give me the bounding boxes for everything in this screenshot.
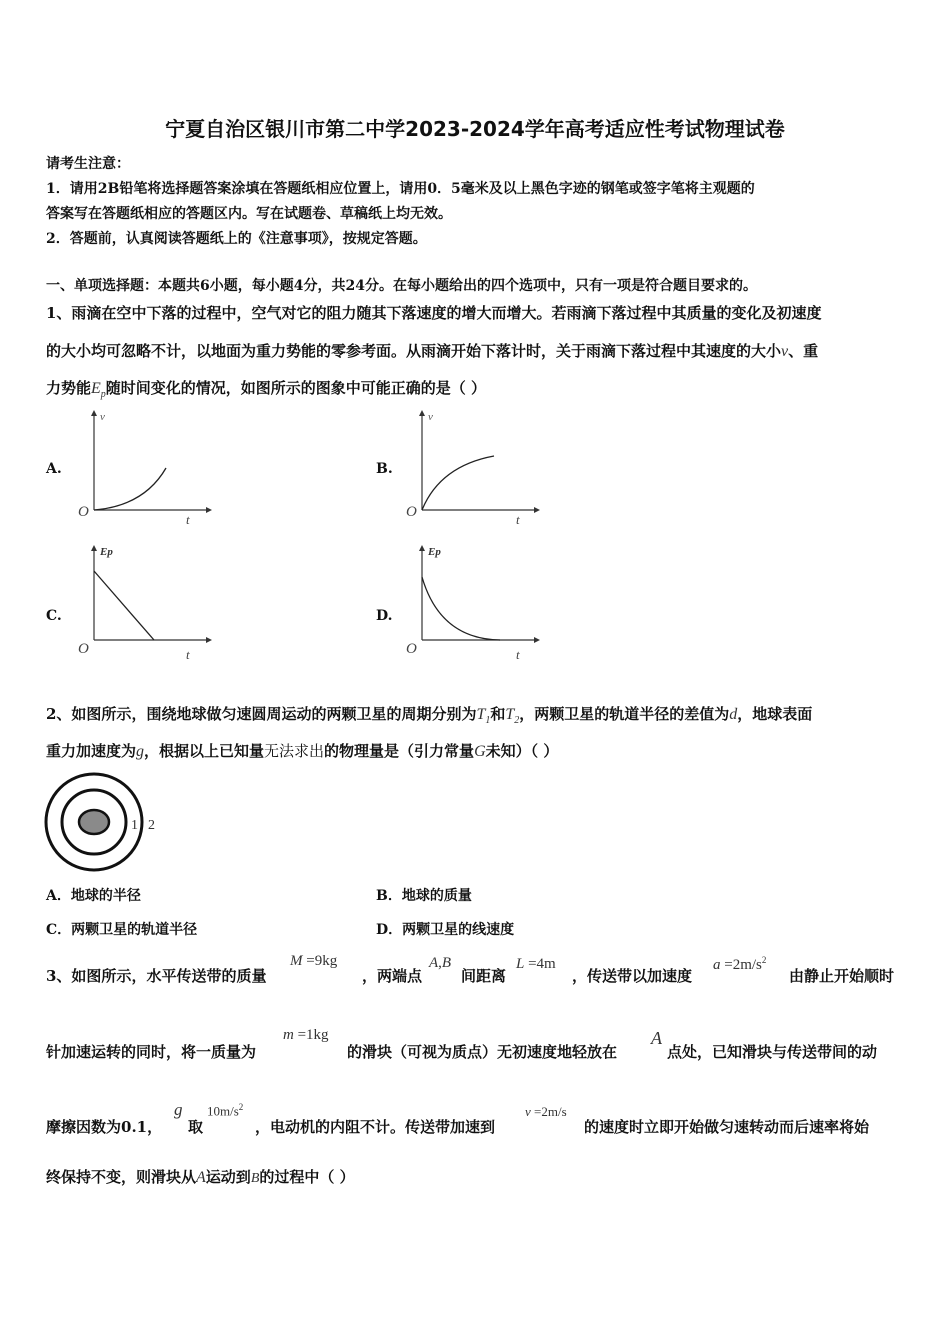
formula-A: A (651, 1028, 662, 1048)
graph-a-origin: O (78, 504, 89, 520)
orbit-label-1: 1 (131, 818, 138, 833)
q2-line-1: 2、如图所示，围绕地球做匀速圆周运动的两颗卫星的周期分别为$T_1$和$T_2$，两颗卫星的轨道半径的差值为d，地球表面 (46, 705, 813, 727)
graph-b-ylabel: v (428, 411, 433, 423)
q3-line-1c: 间距离 (461, 967, 507, 985)
formula-g-value: $10m/s^2$ (207, 1102, 244, 1119)
q3-line-1d: ，传送带以加速度 (572, 967, 693, 985)
q3-line-4: 终保持不变，则滑块从A运动到B的过程中（ ） (46, 1168, 355, 1186)
q3-line-1b: ，两端点 (362, 967, 423, 985)
page-title: 宁夏自治区银川市第二中学2023-2024学年高考适应性考试物理试卷 (165, 117, 785, 141)
q3-line-1: 3、如图所示，水平传送带的质量 (46, 967, 267, 985)
symbol-B: B (250, 1171, 260, 1186)
graph-b-origin: O (406, 504, 417, 520)
q2-option-b[interactable]: B．地球的质量 (376, 888, 472, 904)
q2-option-d[interactable]: D．两颗卫星的线速度 (376, 922, 515, 938)
graph-a-xlabel: t (186, 512, 190, 527)
symbol-d: d (729, 706, 738, 723)
q3-line-3c: ，电动机的内阻不计。传送带加速到 (255, 1118, 496, 1136)
formula-g: g (174, 1100, 183, 1119)
notice-line-1b: 答案写在答题纸相应的答题区内。写在试题卷、草稿纸上均无效。 (46, 206, 452, 222)
q1-line-3: 力势能$E_p$随时间变化的情况，如图所示的图象中可能正确的是（ ） (46, 379, 487, 401)
symbol-v: v (781, 343, 789, 360)
graph-b (402, 406, 542, 528)
emphasis-text: 无法求出 (264, 742, 325, 760)
section-heading: 一、单项选择题：本题共6小题，每小题4分，共24分。在每小题给出的四个选项中，只有一项是符合题目要求的。 (46, 278, 757, 294)
q3-line-2c: 点处，已知滑块与传送带间的动 (667, 1043, 878, 1061)
graph-c (74, 541, 214, 663)
symbol-G: G (474, 743, 486, 760)
q3-line-2b: 的滑块（可视为质点）无初速度地轻放在 (347, 1043, 618, 1061)
graph-c-ylabel: Ep (100, 546, 113, 558)
q3-line-1e: 由静止开始顺时 (789, 967, 895, 985)
graph-d-ylabel: Ep (428, 546, 441, 558)
formula-m: m =1kg (283, 1027, 329, 1043)
graph-a-ylabel: v (100, 411, 105, 423)
formula-a: $a =2m/s^2$ (713, 955, 767, 973)
notice-heading: 请考生注意： (46, 156, 130, 172)
option-d-label[interactable]: D. (376, 608, 393, 624)
symbol-Ep: $E_p$ (91, 380, 106, 401)
notice-line-2: 2．答题前，认真阅读答题纸上的《注意事项》，按规定答题。 (46, 231, 427, 247)
q2-line-2: 重力加速度为g，根据以上已知量无法求出的物理量是（引力常量G未知）（ ） (46, 742, 559, 760)
symbol-g: g (136, 743, 145, 760)
q1-line-2: 的大小均可忽略不计，以地面为重力势能的零参考面。从雨滴开始下落计时，关于雨滴下落过程中其速度的大小v、重 (46, 342, 819, 360)
graph-b-xlabel: t (516, 512, 520, 527)
option-b-label[interactable]: B. (376, 461, 393, 477)
formula-AB: A,B (429, 955, 452, 971)
q2-option-c[interactable]: C．两颗卫星的轨道半径 (46, 922, 198, 938)
option-c-label[interactable]: C. (46, 608, 62, 624)
notice-line-1a: 1．请用2B铅笔将选择题答案涂填在答题纸相应位置上，请用0．5毫米及以上黑色字迹的钢笔或签字笔将主观题的 (46, 181, 755, 197)
q3-line-3: 摩擦因数为0.1， (46, 1118, 163, 1136)
symbol-T2: $T_2$ (505, 706, 520, 727)
graph-d-xlabel: t (516, 647, 520, 662)
orbit-label-2: 2 (148, 818, 155, 833)
formula-v: v =2m/s (525, 1104, 567, 1119)
symbol-T1: $T_1$ (476, 706, 491, 727)
q1-line-1: 1、雨滴在空中下落的过程中，空气对它的阻力随其下落速度的增大而增大。若雨滴下落过程中其质量的变化及初速度 (46, 304, 822, 322)
symbol-A: A (196, 1169, 206, 1186)
formula-L: L =4m (516, 956, 556, 972)
option-a-label[interactable]: A. (46, 461, 62, 477)
graph-a (74, 406, 214, 528)
orbit-diagram (40, 772, 170, 874)
graph-d-origin: O (406, 641, 417, 657)
q2-option-a[interactable]: A．地球的半径 (46, 888, 141, 904)
q3-line-3b: 取 (188, 1118, 204, 1136)
q3-line-3d: 的速度时立即开始做匀速转动而后速率将始 (584, 1118, 870, 1136)
q3-line-2: 针加速运转的同时，将一质量为 (46, 1043, 257, 1061)
graph-d (402, 541, 542, 663)
graph-c-origin: O (78, 641, 89, 657)
formula-M: M =9kg (290, 953, 338, 969)
graph-c-xlabel: t (186, 647, 190, 662)
